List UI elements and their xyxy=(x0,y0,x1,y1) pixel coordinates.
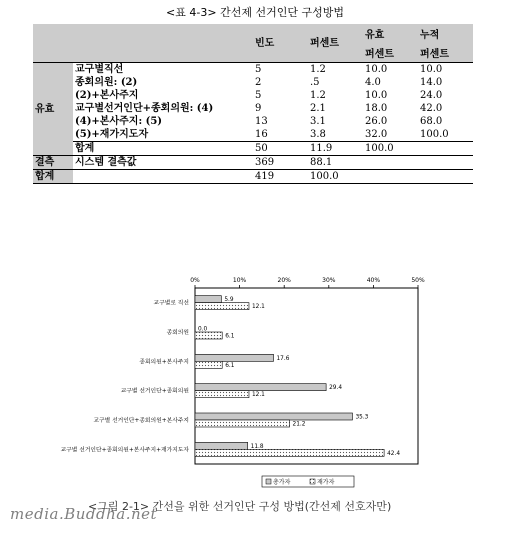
cell-valid: 10.0 xyxy=(365,90,388,101)
missing-percent: 88.1 xyxy=(308,156,363,170)
x-tick-label: 10% xyxy=(232,277,247,284)
cell-valid: 32.0 xyxy=(363,128,418,142)
row-label: (4)+본사주지: (5) xyxy=(75,116,163,127)
total-freq: 419 xyxy=(253,170,308,184)
data-label: 12.1 xyxy=(251,304,265,311)
total-label: 합계 xyxy=(33,170,73,184)
missing-group-label: 결측 xyxy=(33,156,73,170)
bar xyxy=(195,384,326,391)
total-row xyxy=(33,170,473,184)
cell-cum: 24.0 xyxy=(420,90,443,101)
cell-freq: 5 xyxy=(255,90,262,101)
cell-percent: 3.1 xyxy=(310,116,326,127)
frequency-table xyxy=(33,24,473,184)
subtotal-label: 합계 xyxy=(75,143,95,154)
data-label: 6.1 xyxy=(225,362,235,369)
data-label: 11.8 xyxy=(250,443,264,450)
cell-cum: 14.0 xyxy=(420,77,443,88)
data-label: 5.9 xyxy=(224,297,234,304)
missing-freq: 369 xyxy=(253,156,308,170)
cell-cum: 100.0 xyxy=(418,128,473,142)
cell-cum: 42.0 xyxy=(420,103,443,114)
cell-freq: 2 xyxy=(255,77,262,88)
cell-freq: 16 xyxy=(253,128,308,142)
bar xyxy=(195,449,384,456)
x-tick-label: 40% xyxy=(366,277,381,284)
table-row xyxy=(33,63,473,77)
legend-swatch xyxy=(266,479,271,484)
cell-percent: 2.1 xyxy=(310,103,326,114)
bar xyxy=(195,332,222,339)
cell-cum: 68.0 xyxy=(420,116,443,127)
row-label: (2)+본사주지 xyxy=(75,90,139,101)
table-row xyxy=(33,102,473,115)
valid-group-label: 유효 xyxy=(33,63,73,156)
row-label: 교구별선거인단+종회의원: (4) xyxy=(75,103,214,114)
bar xyxy=(195,361,222,368)
row-label: 종회의원: (2) xyxy=(75,77,138,88)
bar xyxy=(195,354,273,361)
header-freq: 빈도 xyxy=(253,24,308,63)
data-label: 42.4 xyxy=(387,450,401,457)
cell-freq: 9 xyxy=(255,103,262,114)
subtotal-percent: 11.9 xyxy=(310,143,333,154)
legend-swatch xyxy=(310,479,315,484)
missing-label: 시스템 결측값 xyxy=(73,156,253,170)
data-label: 12.1 xyxy=(251,392,265,399)
x-tick-label: 30% xyxy=(322,277,336,284)
data-label: 29.4 xyxy=(329,385,343,392)
data-label: 21.2 xyxy=(292,421,306,428)
subtotal-row xyxy=(33,142,473,156)
header-row xyxy=(33,24,473,46)
category-label: 교구별 선거인단+종회의원 xyxy=(120,388,189,395)
category-label: 교구별 선거인단+종회의원+본사주지+재가지도자 xyxy=(60,447,189,454)
bar xyxy=(195,442,248,449)
data-label: 35.3 xyxy=(355,414,369,421)
bar-chart xyxy=(0,268,510,498)
total-percent: 100.0 xyxy=(308,170,363,184)
category-label: 교구별 선거인단+종회의원+본사주지 xyxy=(93,418,189,424)
table-row xyxy=(33,115,473,128)
header-valid-top: 유효 xyxy=(363,24,418,46)
figure-caption: <그림 2-1> 간선을 위한 선거인단 구성 방법(간선제 선호자만) xyxy=(88,500,392,513)
data-label: 0.0 xyxy=(198,326,208,333)
cell-percent: 1.2 xyxy=(308,63,363,77)
bar xyxy=(195,413,352,420)
row-label: (5)+재가지도자 xyxy=(73,128,253,142)
watermark: media.Buddha.net xyxy=(10,505,158,523)
cell-valid: 10.0 xyxy=(363,63,418,77)
cell-percent: 1.2 xyxy=(310,90,326,101)
subtotal-valid: 100.0 xyxy=(365,143,394,154)
table-row xyxy=(33,76,473,89)
cell-freq: 5 xyxy=(253,63,308,77)
x-tick-label: 0% xyxy=(190,277,200,284)
data-label: 17.6 xyxy=(276,355,290,362)
legend-label: 재가자 xyxy=(317,479,335,486)
subtotal-freq: 50 xyxy=(255,143,268,154)
table-caption: <표 4-3> 간선제 선거인단 구성방법 xyxy=(166,6,344,19)
cell-valid: 4.0 xyxy=(365,77,381,88)
x-tick-label: 20% xyxy=(277,277,291,284)
data-label: 6.1 xyxy=(225,333,235,340)
table-row xyxy=(33,89,473,102)
cell-valid: 26.0 xyxy=(365,116,388,127)
row-label: 교구별직선 xyxy=(73,63,253,77)
header-cum-top: 누적 xyxy=(418,24,473,46)
bar xyxy=(195,296,221,303)
category-label: 종회의원 xyxy=(166,330,189,336)
bar xyxy=(195,303,249,310)
cell-freq: 13 xyxy=(255,116,268,127)
header-percent: 퍼센트 xyxy=(308,24,363,63)
plot-frame xyxy=(195,288,418,464)
legend-label: 총가자 xyxy=(273,479,291,486)
missing-row xyxy=(33,156,473,170)
cell-cum: 10.0 xyxy=(418,63,473,77)
header-valid-bottom: 퍼센트 xyxy=(363,46,418,63)
table-row xyxy=(33,128,473,142)
header-cum-bottom: 퍼센트 xyxy=(418,46,473,63)
category-label: 종회의원+본사주지 xyxy=(139,359,189,366)
bar xyxy=(195,391,249,398)
cell-percent: 3.8 xyxy=(308,128,363,142)
x-tick-label: 50% xyxy=(411,277,425,284)
cell-percent: .5 xyxy=(310,77,320,88)
bar xyxy=(195,420,290,427)
category-label: 교구별로 직선 xyxy=(153,300,189,307)
cell-valid: 18.0 xyxy=(365,103,388,114)
